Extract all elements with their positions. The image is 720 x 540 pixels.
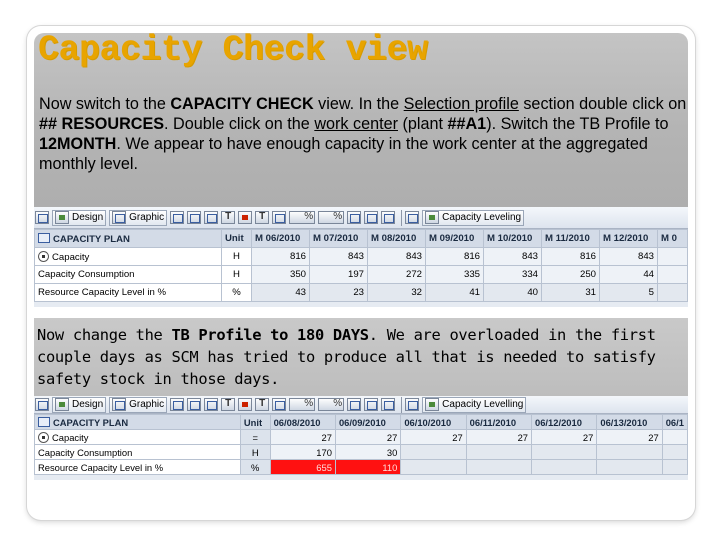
leveling-icon [425, 398, 439, 411]
value-cell[interactable]: 843 [600, 248, 658, 266]
header-cell[interactable]: 06/1 [662, 415, 687, 430]
value-cell[interactable]: 197 [310, 266, 368, 284]
value-cell[interactable]: 350 [252, 266, 310, 284]
value-cell[interactable] [466, 460, 531, 475]
text-underlined: work center [314, 115, 398, 133]
header-cell: Unit [222, 230, 252, 248]
header-cell[interactable]: 06/12/2010 [532, 415, 597, 430]
instruction-paragraph-2 [37, 324, 687, 390]
header-cell: Unit [240, 415, 270, 430]
text: . We are overloaded in the first couple days as SCM has tried to produce all that is needed to satisfy safety stock in those days. [37, 326, 656, 388]
value-cell[interactable] [401, 445, 466, 460]
table-header-row [35, 230, 688, 248]
value-cell[interactable]: 170 [270, 445, 335, 460]
table-header-row [35, 415, 688, 430]
value-cell[interactable]: 843 [484, 248, 542, 266]
grid-icon[interactable] [347, 211, 361, 224]
value-cell[interactable]: 40 [484, 284, 542, 302]
collapse-icon[interactable] [187, 211, 201, 224]
sort-icon[interactable] [255, 211, 269, 224]
percent-icon[interactable] [289, 398, 315, 411]
value-cell[interactable]: 32 [368, 284, 426, 302]
value-cell[interactable] [466, 445, 531, 460]
value-cell[interactable] [532, 460, 597, 475]
value-cell[interactable] [658, 284, 688, 302]
table-row [35, 445, 688, 460]
sap-toolbar [34, 207, 688, 229]
row-label-cell[interactable] [35, 248, 222, 266]
graphic-label: Graphic [129, 399, 165, 410]
value-cell[interactable]: 43 [252, 284, 310, 302]
value-cell[interactable]: 31 [542, 284, 600, 302]
value-cell[interactable]: 816 [252, 248, 310, 266]
row-label: Capacity [52, 251, 90, 263]
header-cell[interactable]: M 10/2010 [484, 230, 542, 248]
settings-icon[interactable] [35, 398, 49, 411]
header-label: CAPACITY PLAN [53, 233, 130, 245]
design-button[interactable] [52, 397, 106, 413]
unit-cell: = [240, 430, 270, 445]
capacity-plan-table [34, 414, 688, 475]
value-cell[interactable]: 272 [368, 266, 426, 284]
value-cell[interactable]: 27 [532, 430, 597, 445]
table-row [35, 430, 688, 445]
capacity-icon [38, 432, 49, 443]
print-icon[interactable] [405, 211, 419, 224]
header-cell[interactable]: 06/13/2010 [597, 415, 662, 430]
chart-icon [112, 398, 126, 411]
value-cell[interactable]: 41 [426, 284, 484, 302]
value-cell[interactable] [662, 445, 687, 460]
text-bold: ## RESOURCES [39, 115, 165, 133]
value-cell[interactable] [532, 445, 597, 460]
toolbar-separator [401, 210, 402, 226]
value-cell[interactable] [658, 248, 688, 266]
text: Now switch to the [39, 95, 171, 113]
filter-icon[interactable] [221, 211, 235, 224]
sort-icon[interactable] [255, 398, 269, 411]
unit-cell: H [240, 445, 270, 460]
layout-icon[interactable] [364, 398, 378, 411]
settings-icon[interactable] [35, 211, 49, 224]
header-cell[interactable]: M 11/2010 [542, 230, 600, 248]
edit-icon[interactable] [272, 211, 286, 224]
table-row [35, 460, 688, 475]
row-label-cell[interactable]: Capacity Consumption [35, 266, 222, 284]
capacity-plan-table [34, 229, 688, 302]
expand-icon[interactable] [170, 211, 184, 224]
header-cell [35, 415, 241, 430]
text-bold: TB Profile to 180 DAYS [171, 326, 369, 344]
export-icon[interactable] [381, 398, 395, 411]
text-bold: CAPACITY CHECK [170, 95, 314, 113]
header-cell[interactable]: 06/10/2010 [401, 415, 466, 430]
slide-title: Capacity Check view [38, 30, 428, 70]
edit-icon[interactable] [272, 398, 286, 411]
expand-icon[interactable] [170, 398, 184, 411]
delete-icon[interactable] [238, 398, 252, 411]
value-cell[interactable]: 27 [597, 430, 662, 445]
capacity-leveling-button[interactable] [422, 210, 524, 226]
value-cell[interactable]: 5 [600, 284, 658, 302]
capacity-levelling-label: Capacity Levelling [442, 399, 524, 410]
value-cell[interactable]: 335 [426, 266, 484, 284]
value-cell[interactable]: 27 [270, 430, 335, 445]
instruction-paragraph-1 [39, 94, 687, 174]
unit-cell: % [240, 460, 270, 475]
table-row [35, 284, 688, 302]
capacity-leveling-label: Capacity Leveling [442, 212, 522, 223]
design-label: Design [72, 212, 104, 223]
overload-value-cell[interactable]: 110 [335, 460, 400, 475]
value-cell[interactable] [658, 266, 688, 284]
value-cell[interactable]: 843 [310, 248, 368, 266]
value-cell[interactable] [662, 460, 687, 475]
graphic-button[interactable] [109, 210, 167, 226]
header-cell[interactable]: M 06/2010 [252, 230, 310, 248]
filter-icon[interactable] [221, 398, 235, 411]
delete-icon[interactable] [238, 211, 252, 224]
value-cell[interactable] [662, 430, 687, 445]
header-cell[interactable]: M 09/2010 [426, 230, 484, 248]
value-cell[interactable]: 44 [600, 266, 658, 284]
sap-capacity-view-monthly [34, 207, 688, 307]
text: ). Switch the TB Profile to [486, 115, 669, 133]
value-cell[interactable]: 27 [401, 430, 466, 445]
header-cell[interactable]: M 0 [658, 230, 688, 248]
table-icon [38, 233, 50, 243]
value-cell[interactable]: 250 [542, 266, 600, 284]
row-label: Capacity [52, 431, 89, 443]
value-cell[interactable]: 30 [335, 445, 400, 460]
header-cell[interactable]: M 12/2010 [600, 230, 658, 248]
row-label-cell[interactable]: Resource Capacity Level in % [35, 460, 241, 475]
percent-change-icon[interactable] [318, 398, 344, 411]
unit-cell: % [222, 284, 252, 302]
header-cell[interactable]: 06/11/2010 [466, 415, 531, 430]
value-cell[interactable]: 843 [368, 248, 426, 266]
value-cell[interactable] [597, 460, 662, 475]
export-icon[interactable] [381, 211, 395, 224]
text: (plant [397, 115, 448, 133]
unit-cell: H [222, 248, 252, 266]
sap-capacity-view-daily [34, 396, 688, 480]
text-underlined: Selection profile [403, 95, 519, 113]
text-bold: ##A1 [447, 115, 487, 133]
row-label-cell[interactable]: Resource Capacity Level in % [35, 284, 222, 302]
text: view. In the [313, 95, 404, 113]
value-cell[interactable]: 334 [484, 266, 542, 284]
grid-icon[interactable] [347, 398, 361, 411]
percent-change-icon[interactable] [318, 211, 344, 224]
collapse-icon[interactable] [187, 398, 201, 411]
design-label: Design [72, 399, 104, 410]
percent-icon[interactable] [289, 211, 315, 224]
value-cell[interactable]: 23 [310, 284, 368, 302]
value-cell[interactable]: 27 [466, 430, 531, 445]
chart-icon [112, 211, 126, 224]
value-cell[interactable] [401, 460, 466, 475]
table-icon [38, 417, 50, 427]
details-icon[interactable] [204, 211, 218, 224]
header-cell[interactable]: M 08/2010 [368, 230, 426, 248]
print-icon[interactable] [405, 398, 419, 411]
overload-value-cell[interactable]: 655 [270, 460, 335, 475]
design-button[interactable] [52, 210, 106, 226]
layout-icon[interactable] [364, 211, 378, 224]
row-label-cell[interactable]: Capacity Consumption [35, 445, 241, 460]
header-cell[interactable]: 06/08/2010 [270, 415, 335, 430]
value-cell[interactable]: 816 [426, 248, 484, 266]
table-row [35, 248, 688, 266]
text-bold: 12MONTH [39, 135, 117, 153]
text: . Double click on the [164, 115, 315, 133]
toolbar-separator [401, 397, 402, 413]
unit-cell: H [222, 266, 252, 284]
details-icon[interactable] [204, 398, 218, 411]
design-icon [55, 211, 69, 224]
header-label: CAPACITY PLAN [53, 416, 129, 428]
sap-toolbar [34, 396, 688, 414]
capacity-levelling-button[interactable] [422, 397, 526, 413]
value-cell[interactable]: 816 [542, 248, 600, 266]
header-cell [35, 230, 222, 248]
graphic-label: Graphic [129, 212, 165, 223]
graphic-button[interactable] [109, 397, 167, 413]
value-cell[interactable]: 27 [335, 430, 400, 445]
leveling-icon [425, 211, 439, 224]
row-label-cell[interactable] [35, 430, 241, 445]
header-cell[interactable]: 06/09/2010 [335, 415, 400, 430]
header-cell[interactable]: M 07/2010 [310, 230, 368, 248]
capacity-icon [38, 251, 49, 262]
value-cell[interactable] [597, 445, 662, 460]
text: Now change the [37, 326, 172, 344]
table-row [35, 266, 688, 284]
text: . We appear to have enough capacity in the work center at the aggregated monthly level. [39, 135, 648, 173]
text: section double click on [518, 95, 687, 113]
design-icon [55, 398, 69, 411]
